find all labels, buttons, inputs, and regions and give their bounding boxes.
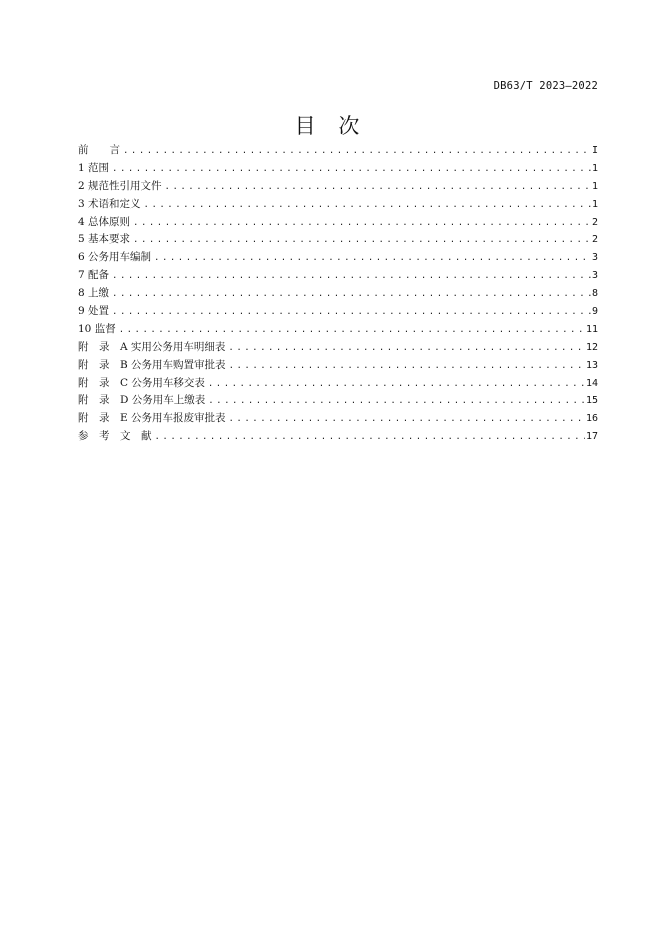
toc-dot-leader (133, 215, 591, 233)
toc-page-number: 14 (585, 377, 598, 389)
toc-entry-appendix-c[interactable] (78, 375, 598, 393)
toc-dot-leader (144, 197, 591, 215)
toc-page-number: 2 (591, 234, 598, 246)
toc-entry-label: 6 公务用车编制 (78, 251, 152, 264)
toc-entry-disposal[interactable] (78, 303, 598, 321)
toc-entry-appendix-d[interactable] (78, 392, 598, 410)
toc-page-number: 12 (585, 341, 598, 353)
toc-page-number: 17 (585, 431, 598, 443)
toc-entry-foreword[interactable] (78, 142, 598, 160)
toc-page-number: 1 (591, 162, 598, 174)
toc-entry-terms-definitions[interactable] (78, 196, 598, 214)
toc-page-number: 13 (585, 359, 598, 371)
toc-entry-label: 前 言 (78, 144, 120, 156)
toc-entry-general-principles[interactable] (78, 214, 598, 232)
toc-entry-label: 附 录 D 公务用车上缴表 (78, 394, 206, 407)
table-of-contents (78, 142, 598, 446)
toc-entry-label: 10 监督 (78, 322, 116, 335)
toc-entry-basic-requirements[interactable] (78, 231, 598, 249)
toc-page-number: 1 (591, 180, 598, 192)
toc-entry-label: 7 配备 (78, 269, 110, 282)
toc-entry-label: 5 基本要求 (78, 233, 131, 246)
document-code: DB63/T 2023—2022 (493, 80, 598, 92)
toc-entry-label: 附 录 C 公务用车移交表 (78, 376, 205, 389)
toc-page-number: 1 (591, 198, 598, 210)
toc-page-number: 11 (585, 323, 598, 335)
toc-page-number: 3 (591, 270, 598, 282)
toc-dot-leader (229, 358, 585, 376)
toc-dot-leader (133, 232, 591, 250)
toc-page-number: 16 (585, 413, 598, 425)
toc-entry-label: 附 录 E 公务用车报废审批表 (78, 412, 226, 425)
toc-entry-label: 3 术语和定义 (78, 197, 141, 210)
toc-entry-label: 1 范围 (78, 161, 110, 174)
toc-entry-label: 8 上缴 (78, 287, 110, 300)
toc-entry-scope[interactable] (78, 160, 598, 178)
page-title: 目 次 (294, 114, 368, 138)
toc-dot-leader (112, 161, 591, 179)
toc-entry-label: 附 录 A 实用公务用车明细表 (78, 340, 226, 353)
toc-dot-leader (119, 322, 585, 340)
toc-entry-appendix-e[interactable] (78, 410, 598, 428)
toc-entry-supervision[interactable] (78, 321, 598, 339)
toc-entry-label: 参 考 文 献 (78, 430, 152, 443)
toc-page-number: I (591, 145, 598, 156)
toc-entry-bibliography[interactable] (78, 428, 598, 446)
toc-dot-leader (155, 429, 585, 447)
toc-dot-leader (123, 143, 591, 161)
toc-dot-leader (228, 340, 585, 358)
toc-entry-label: 9 处置 (78, 305, 110, 318)
toc-dot-leader (208, 393, 585, 411)
toc-entry-vehicle-establishment[interactable] (78, 249, 598, 267)
toc-dot-leader (229, 411, 585, 429)
toc-page-number: 2 (591, 216, 598, 228)
toc-entry-appendix-b[interactable] (78, 357, 598, 375)
toc-dot-leader (154, 250, 591, 268)
toc-dot-leader (112, 304, 591, 322)
toc-entry-appendix-a[interactable] (78, 339, 598, 357)
toc-entry-normative-references[interactable] (78, 178, 598, 196)
toc-entry-label: 4 总体原则 (78, 215, 131, 228)
toc-page-number: 3 (591, 252, 598, 264)
toc-page-number: 8 (591, 288, 598, 300)
toc-entry-label: 2 规范性引用文件 (78, 179, 162, 192)
toc-entry-handover[interactable] (78, 285, 598, 303)
toc-dot-leader (208, 376, 585, 394)
toc-dot-leader (165, 179, 591, 197)
toc-entry-allocation[interactable] (78, 267, 598, 285)
toc-page-number: 9 (591, 306, 598, 318)
toc-page-number: 15 (585, 395, 598, 407)
toc-dot-leader (112, 268, 591, 286)
toc-entry-label: 附 录 B 公务用车购置审批表 (78, 358, 226, 371)
toc-dot-leader (112, 286, 591, 304)
